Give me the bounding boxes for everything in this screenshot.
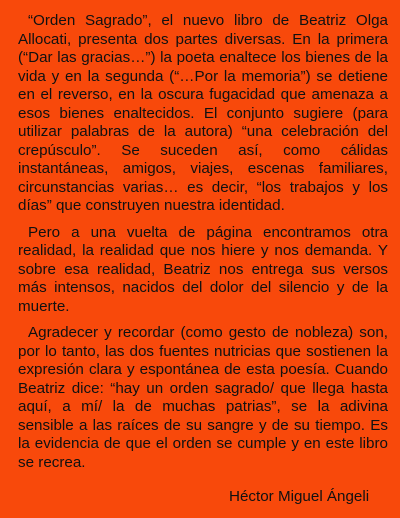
paragraph-conclusion: Agradecer y recordar (como gesto de nobleza) son, por lo tanto, las dos fuentes nutricias que sostienen la expresión clara y espontánea de esta poesía. Cuando Beatriz dice: “hay un orden sagrado/ que llega hasta aquí, a mí/ la de muchas patrias”, se la adivina sensible a las raíces de su sangre y de su tiempo. Es la evidencia de que el orden se cumple y en este libro se recrea. — [18, 324, 388, 471]
author-signature: Héctor Miguel Ángeli — [229, 488, 370, 505]
paragraph-reality: Pero a una vuelta de página encontramos otra realidad, la realidad que nos hiere y nos demanda. Y sobre esa realidad, Beatriz nos entrega sus versos más intensos, nacidos del dolor del silencio y de la muerte. — [18, 223, 388, 315]
paragraph-intro: “Orden Sagrado”, el nuevo libro de Beatriz Olga Allocati, presenta dos partes diversas. En la primera (“Dar las gracias…”) la poeta enaltece los bienes de la vida y en la segunda (“…Por la memoria”) se detiene en el reverso, en la oscura fugacidad que amenaza a esos bienes enaltecidos. El conjunto sugiere (para utilizar palabras de la autora) “una celebración del crepúsculo”. Se suceden así, como cálidas instantáneas, amigos, viajes, escenas familiares, circunstancias varias… es decir, “los trabajos y los días” que construyen nuestra identidad. — [18, 12, 388, 214]
document-body — [18, 12, 388, 480]
